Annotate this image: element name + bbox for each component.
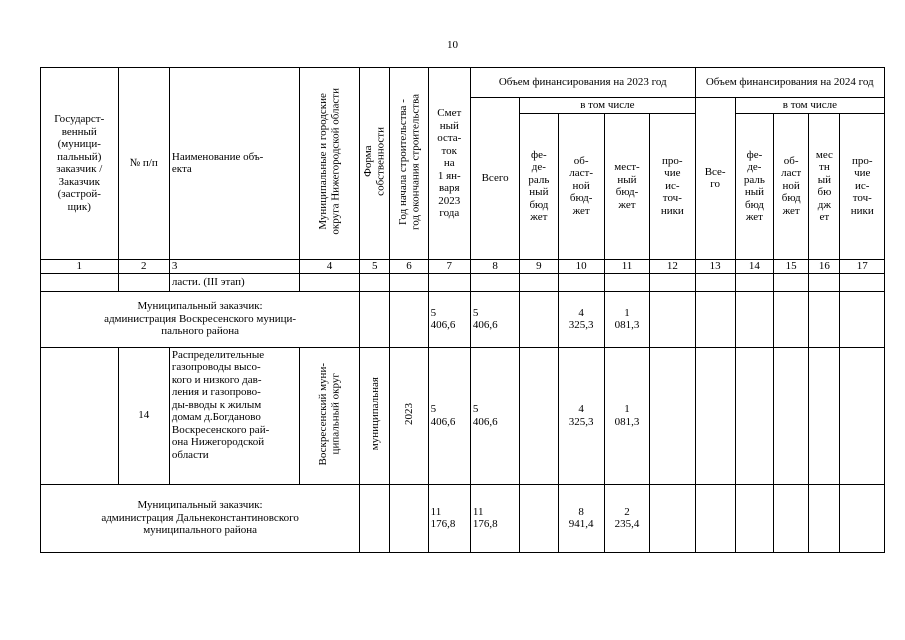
local-cell: 1 081,3	[604, 347, 649, 484]
header-including-2023: в том числе	[520, 98, 695, 114]
balance-cell: 5 406,6	[428, 291, 470, 347]
header-estimated-balance: Смет ный оста- ток на 1 ян- варя 2023 года	[428, 68, 470, 260]
column-number: 6	[390, 259, 428, 273]
local-cell: 2 235,4	[604, 484, 649, 552]
balance-cell: 5 406,6	[428, 347, 470, 484]
header-other-2023: про- чие ис- точ- ники	[650, 113, 695, 259]
header-regional-2023: об- ласт- ной бюд- жет	[558, 113, 604, 259]
object-name-cell: ласти. (III этап)	[169, 273, 299, 291]
balance-cell: 11 176,8	[428, 484, 470, 552]
page-number: 10	[447, 39, 458, 51]
total-cell: 5 406,6	[470, 347, 519, 484]
column-number: 9	[520, 259, 558, 273]
header-customer: Государст- венный (муници- пальный) заказчик / Заказчик (застрой- щик)	[41, 68, 119, 260]
header-ownership: Форма собственности	[360, 68, 390, 260]
header-num: № п/п	[118, 68, 169, 260]
total-cell: 11 176,8	[470, 484, 519, 552]
customer-label: Муниципальный заказчик: администрация Дальнеконстантиновского муниципального района	[41, 484, 360, 552]
header-other-2024: про- чие ис- точ- ники	[840, 113, 885, 259]
header-including-2024: в том числе	[735, 98, 884, 114]
column-number: 12	[650, 259, 695, 273]
local-cell: 1 081,3	[604, 291, 649, 347]
header-years: Год начала строительства - год окончания строительства	[390, 68, 428, 260]
column-number: 5	[360, 259, 390, 273]
column-number: 15	[774, 259, 809, 273]
customer-label: Муниципальный заказчик: администрация Воскресенского муници- пального района	[41, 291, 360, 347]
header-fin-2024: Объем финансирования на 2024 год	[695, 68, 884, 98]
column-number: 4	[299, 259, 359, 273]
municipality-cell: Воскресенский муни- ципальный округ	[299, 347, 359, 484]
continuation-row	[41, 273, 885, 291]
ownership-cell: муниципальная	[360, 347, 390, 484]
column-number: 8	[470, 259, 519, 273]
header-regional-2024: об- ласт ной бюд жет	[774, 113, 809, 259]
column-number: 1	[41, 259, 119, 273]
financing-table	[40, 67, 885, 553]
object-name-cell: Распределительные газопроводы высо- кого и низкого дав- ления и газопрово- ды-вводы к жилым домам д.Богданово Воскресенского рай- она Нижегородской области	[169, 347, 299, 484]
column-number: 2	[118, 259, 169, 273]
column-number: 13	[695, 259, 735, 273]
customer-row	[41, 484, 885, 552]
item-number: 14	[118, 347, 169, 484]
regional-cell: 8 941,4	[558, 484, 604, 552]
column-number: 17	[840, 259, 885, 273]
column-number: 16	[809, 259, 840, 273]
column-number: 11	[604, 259, 649, 273]
regional-cell: 4 325,3	[558, 291, 604, 347]
column-number: 10	[558, 259, 604, 273]
header-total-2023: Всего	[470, 98, 519, 260]
years-cell: 2023	[390, 347, 428, 484]
header-federal-2023: фе- де- раль ный бюд жет	[520, 113, 558, 259]
customer-row	[41, 291, 885, 347]
column-number: 14	[735, 259, 773, 273]
header-object-name: Наименование объ- екта	[169, 68, 299, 260]
column-number: 3	[169, 259, 299, 273]
object-row	[41, 347, 885, 484]
header-total-2024: Все- го	[695, 98, 735, 260]
column-number: 7	[428, 259, 470, 273]
header-local-2023: мест- ный бюд- жет	[604, 113, 649, 259]
header-local-2024: мес тн ый бю дж ет	[809, 113, 840, 259]
total-cell: 5 406,6	[470, 291, 519, 347]
regional-cell: 4 325,3	[558, 347, 604, 484]
column-numbers-row	[41, 259, 885, 273]
header-fin-2023: Объем финансирования на 2023 год	[470, 68, 695, 98]
header-municipality: Муниципальные и городские округа Нижегородской области	[299, 68, 359, 260]
header-row-1	[41, 68, 885, 98]
header-federal-2024: фе- де- раль ный бюд жет	[735, 113, 773, 259]
